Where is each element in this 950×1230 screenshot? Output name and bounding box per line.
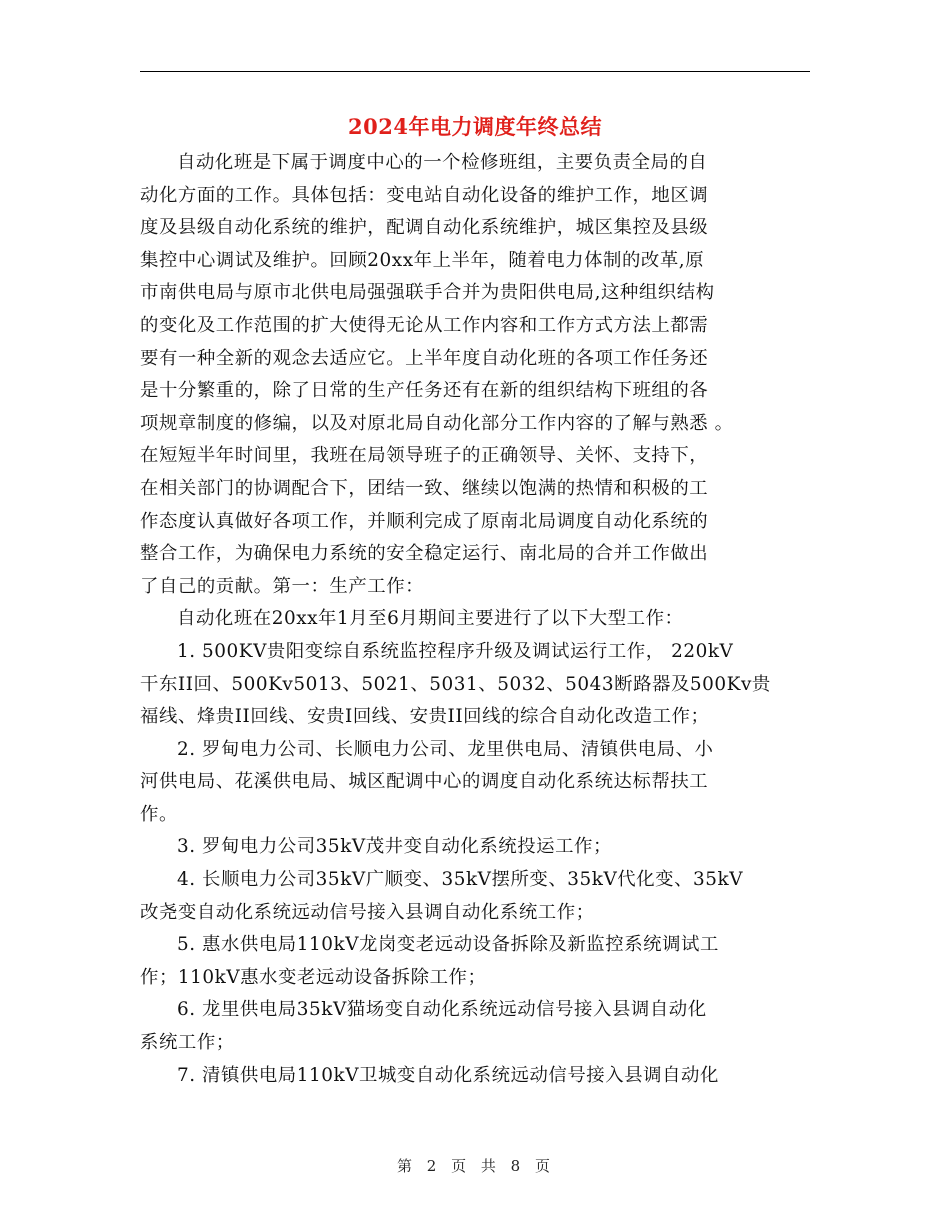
body-line: 系统工作；	[140, 1032, 235, 1054]
body-line: 整合工作，为确保电力系统的安全稳定运行、南北局的合并工作做出	[140, 543, 709, 565]
body-line: 3. 罗甸电力公司35kV茂井变自动化系统投运工作；	[177, 836, 612, 858]
body-line: 的变化及工作范围的扩大使得无论从工作内容和工作方式方法上都需	[140, 314, 709, 336]
body-line: 要有一种全新的观念去适应它。上半年度自动化班的各项工作任务还	[140, 347, 709, 369]
body-line: 作；110kV惠水变老远动设备拆除工作；	[140, 966, 487, 988]
body-line: 2. 罗甸电力公司、长顺电力公司、龙里供电局、清镇供电局、小	[177, 738, 714, 760]
body-line: 市南供电局与原市北供电局强强联手合并为贵阳供电局,这种组织结构	[140, 282, 715, 304]
body-line: 干东II回、500Kv5013、5021、5031、5032、5043断路器及500Kv贵	[140, 673, 771, 695]
body-line: 作。	[140, 803, 178, 825]
body-line: 自动化班是下属于调度中心的一个检修班组，主要负责全局的自	[177, 152, 708, 173]
body-line: 是十分繁重的，除了日常的生产任务还有在新的组织结构下班组的各	[140, 380, 709, 402]
body-line: 在相关部门的协调配合下，团结一致、继续以饱满的热情和积极的工	[140, 477, 709, 499]
body-line: 1. 500KV贵阳变综自系统监控程序升级及调试运行工作， 220kV	[177, 640, 734, 662]
document-title: 2024年电力调度年终总结	[348, 114, 602, 139]
body-line: 福线、烽贵II回线、安贵I回线、安贵II回线的综合自动化改造工作；	[140, 706, 710, 728]
body-line: 集控中心调试及维护。回顾20xx年上半年，随着电力体制的改革,原	[140, 249, 705, 271]
body-line: 度及县级自动化系统的维护，配调自动化系统维护，城区集控及县级	[140, 217, 709, 239]
page-number-footer: 第 2 页 共 8 页	[397, 1157, 553, 1175]
body-line: 作态度认真做好各项工作，并顺利完成了原南北局调度自动化系统的	[140, 510, 709, 532]
body-line: 自动化班在20xx年1月至6月期间主要进行了以下大型工作：	[177, 608, 684, 630]
header-rule	[140, 71, 810, 72]
body-line: 了自己的贡献。第一：生产工作：	[140, 575, 425, 597]
body-line: 动化方面的工作。具体包括：变电站自动化设备的维护工作，地区调	[140, 184, 709, 206]
body-line: 7. 清镇供电局110kV卫城变自动化系统远动信号接入县调自动化	[177, 1064, 719, 1086]
body-line: 6. 龙里供电局35kV猫场变自动化系统远动信号接入县调自动化	[177, 999, 707, 1021]
body-line: 改尧变自动化系统远动信号接入县调自动化系统工作；	[140, 901, 595, 923]
body-line: 河供电局、花溪供电局、城区配调中心的调度自动化系统达标帮扶工	[140, 771, 709, 793]
document-body	[140, 147, 806, 1092]
body-line: 4. 长顺电力公司35kV广顺变、35kV摆所变、35kV代化变、35kV	[177, 869, 744, 891]
body-line: 项规章制度的修编，以及对原北局自动化部分工作内容的了解与熟悉 。	[140, 412, 734, 434]
body-line: 5. 惠水供电局110kV龙岗变老远动设备拆除及新监控系统调试工	[177, 934, 719, 956]
body-line: 在短短半年时间里，我班在局领导班子的正确领导、关怀、支持下，	[140, 445, 709, 467]
